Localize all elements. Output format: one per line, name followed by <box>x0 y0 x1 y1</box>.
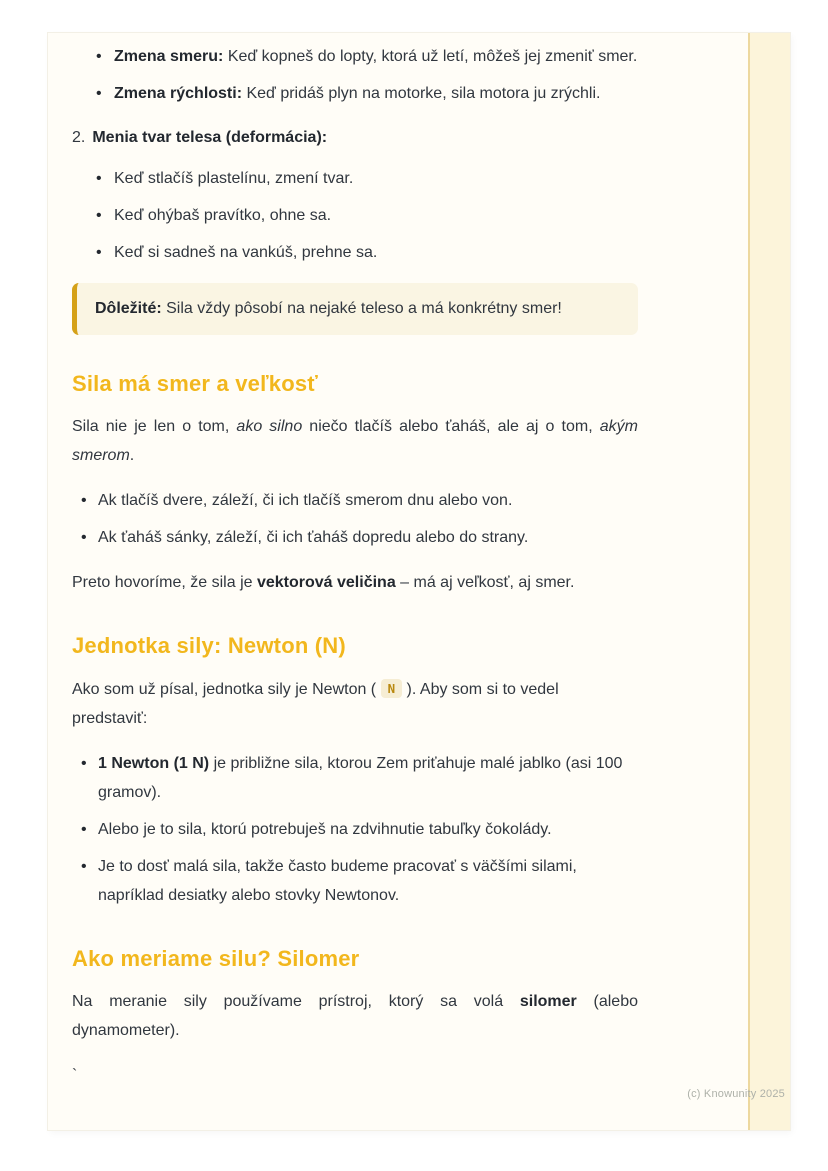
paragraph-direction-intro <box>72 412 638 470</box>
term-text: Keď pridáš plyn na motorke, sila motora ju zrýchli. <box>242 85 601 102</box>
term-label: 1 Newton (1 N) <box>98 755 210 772</box>
list-item <box>72 79 638 108</box>
text-run: (alebo dynamometer). <box>72 993 639 1039</box>
list-item <box>72 852 638 910</box>
list-item-text: Ak ťaháš sánky, záleží, či ich ťaháš dopredu alebo do strany. <box>98 529 529 546</box>
list-item-title: Menia tvar telesa (deformácia): <box>92 129 328 146</box>
list-item <box>72 815 638 844</box>
term-label: Zmena smeru: <box>114 48 224 65</box>
text-run: Ako som už písal, jednotka sily je Newton ( <box>72 681 381 698</box>
paragraph-vector <box>72 568 638 597</box>
page-edge-strip <box>748 33 790 1130</box>
italic-run: akým smerom <box>72 418 638 464</box>
text-run: Na meranie sily používame prístroj, ktorý sa volá <box>72 993 520 1010</box>
section-heading-direction: Sila má smer a veľkosť <box>72 371 319 396</box>
list-item <box>72 486 638 515</box>
list-item-text: Keď stlačíš plastelínu, zmení tvar. <box>114 170 354 187</box>
bold-run: silomer <box>519 993 577 1010</box>
text-run: niečo tlačíš alebo ťaháš, ale aj o tom, <box>302 418 600 435</box>
text-run: . <box>129 447 135 464</box>
important-callout <box>72 283 638 335</box>
text-run: Sila nie je len o tom, <box>72 418 237 435</box>
text-run: ). Aby som si to vedel predstaviť: <box>72 681 559 727</box>
callout-text: Sila vždy pôsobí na nejaké teleso a má konkrétny smer! <box>161 300 562 317</box>
copyright-footer: (c) Knowunity 2025 <box>687 1088 785 1100</box>
list-item <box>72 749 638 807</box>
stray-backtick: ` <box>72 1067 78 1084</box>
section-heading-unit: Jednotka sily: Newton (N) <box>72 633 346 658</box>
force-effects-sublist <box>72 42 638 108</box>
section-heading-measure: Ako meriame silu? Silomer <box>72 946 360 971</box>
newton-unit-badge: N <box>381 679 403 698</box>
term-label: Zmena rýchlosti: <box>114 85 243 102</box>
list-item <box>72 523 638 552</box>
deformation-sublist <box>72 164 638 267</box>
term-text: Keď kopneš do lopty, ktorá už letí, môžeš jej zmeniť smer. <box>223 48 638 65</box>
term-text: je približne sila, ktorou Zem priťahuje malé jablko (asi 100 gramov). <box>98 755 623 801</box>
list-item <box>72 42 638 71</box>
document-content <box>72 42 638 1106</box>
list-number: 2. <box>72 129 86 146</box>
italic-run: ako silno <box>236 418 303 435</box>
text-run: – má aj veľkosť, aj smer. <box>395 574 575 591</box>
term-text: Alebo je to sila, ktorú potrebuješ na zdvihnutie tabuľky čokolády. <box>98 821 552 838</box>
paragraph-unit-intro <box>72 674 638 733</box>
document-page <box>48 33 790 1130</box>
list-item <box>72 164 638 193</box>
list-item-text: Ak tlačíš dvere, záleží, či ich tlačíš smerom dnu alebo von. <box>98 492 513 509</box>
ordered-item-deformation <box>72 123 638 152</box>
text-run: Preto hovoríme, že sila je <box>72 574 257 591</box>
list-item <box>72 201 638 230</box>
paragraph-measure <box>72 987 638 1045</box>
list-item-text: Keď ohýbaš pravítko, ohne sa. <box>114 207 332 224</box>
direction-examples-list <box>72 486 638 552</box>
newton-examples-list <box>72 749 638 910</box>
bold-run: vektorová veličina <box>256 574 396 591</box>
term-text: Je to dosť malá sila, takže často budeme pracovať s väčšími silami, napríklad desiatky alebo stovky Newtonov. <box>98 858 577 904</box>
callout-label: Dôležité: <box>95 300 162 317</box>
list-item-text: Keď si sadneš na vankúš, prehne sa. <box>114 244 378 261</box>
list-item <box>72 238 638 267</box>
